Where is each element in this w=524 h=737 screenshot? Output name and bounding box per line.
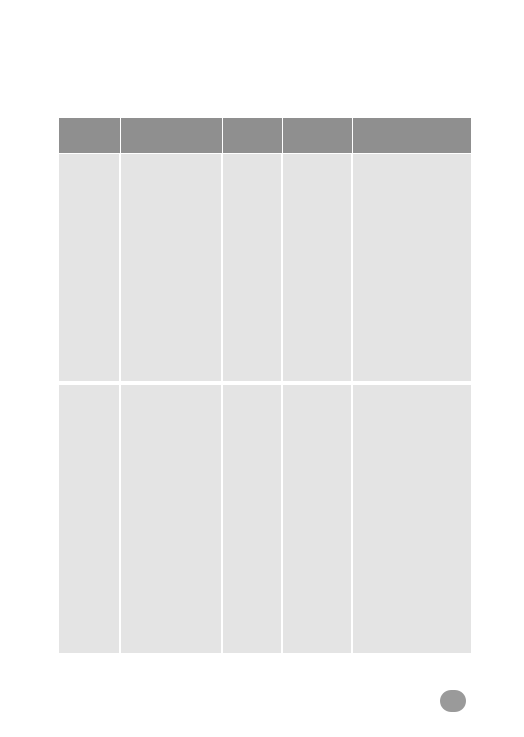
cell-indicator: [58, 154, 120, 382]
page-number: [440, 690, 466, 712]
table-row: [58, 385, 471, 653]
cell-knowledge: [120, 385, 222, 653]
cell-knowledge: [120, 154, 222, 382]
cell-skills: [222, 385, 282, 653]
curriculum-table: [57, 117, 472, 653]
column-header-workpiece: [282, 118, 352, 154]
column-header-activities: [352, 118, 471, 154]
column-header-knowledge: [120, 118, 222, 154]
cell-skills: [222, 154, 282, 382]
cell-activities: [352, 385, 471, 653]
cell-workpiece: [282, 154, 352, 382]
table-row: [58, 154, 471, 382]
cell-activities: [352, 154, 471, 382]
column-header-indicator: [58, 118, 120, 154]
cell-indicator: [58, 385, 120, 653]
column-header-skills: [222, 118, 282, 154]
cell-workpiece: [282, 385, 352, 653]
